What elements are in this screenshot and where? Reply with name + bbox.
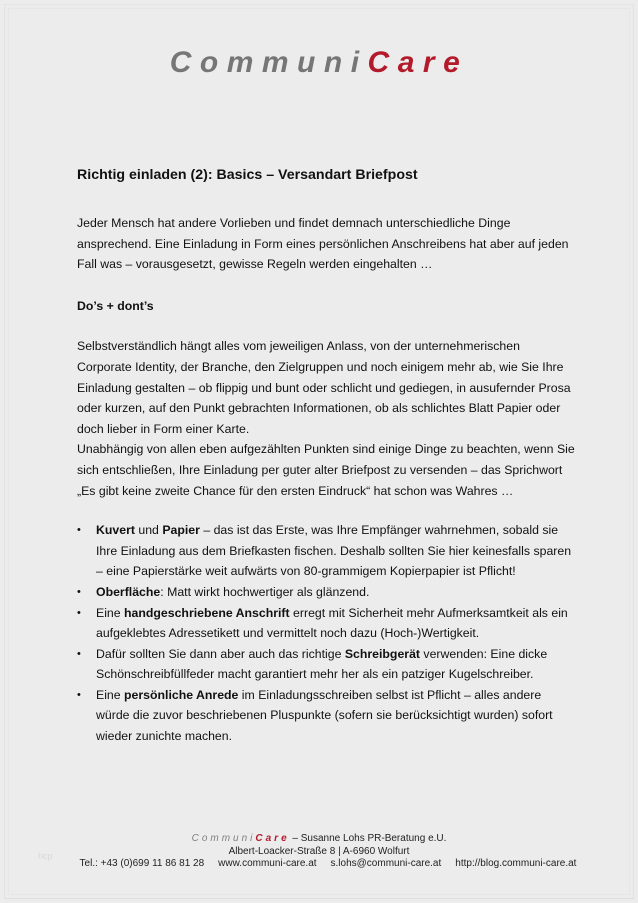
footer-brand-care: Care — [255, 833, 290, 844]
footer-phone: Tel.: +43 (0)699 11 86 81 28 — [79, 858, 205, 870]
bullet-icon: • — [77, 524, 81, 537]
bold-term: Kuvert — [96, 523, 135, 538]
list-text: Eine — [96, 687, 125, 702]
communicare-logo — [0, 46, 638, 80]
watermark-text: hcp — [38, 851, 53, 861]
list-item-oberflaeche — [77, 582, 577, 603]
dos-donts-heading: Do’s + dont’s — [77, 298, 154, 313]
list-item-kuvert-papier — [77, 520, 577, 582]
list-item-schreibgeraet — [77, 644, 577, 685]
list-item-anschrift — [77, 603, 577, 644]
list-item-anrede — [77, 685, 577, 747]
document-body — [77, 165, 577, 747]
logo-part-communi: Communi — [169, 46, 368, 79]
list-text: Eine — [96, 605, 125, 620]
page-footer — [0, 833, 638, 871]
list-text: : Matt wirkt hochwertiger als glänzend. — [160, 584, 370, 599]
footer-website-link[interactable]: www.communi-care.at — [218, 858, 317, 870]
footer-company-name: – Susanne Lohs PR-Beratung e.U. — [289, 833, 447, 844]
logo-part-care: Care — [367, 46, 469, 79]
bold-term: handgeschriebene Anschrift — [124, 605, 290, 620]
bold-term: persönliche Anrede — [124, 687, 239, 702]
intro-paragraph: Jeder Mensch hat andere Vorlieben und findet demnach unterschiedliche Dinge ansprechend. Eine Einladung in Form eines persönlichen Anschreibens hat aber auf jeden Fall was – vorausgesetzt, gewisse Regeln werden eingehalten … — [77, 216, 569, 272]
bold-term: Schreibgerät — [344, 646, 421, 661]
paragraph-context: Selbstverständlich hängt alles vom jeweiligen Anlass, von der unternehmerischen Corporate Identity, der Branche, den Zielgruppen und noch einigem mehr ab, wie Sie Ihre Einladung gestalten – ob flippig und bunt oder schlicht und gediegen, in ausufernder Prosa oder kurzen, auf den Punkt gebrachten Informationen, ob als schlichtes Blatt Papier oder doch lieber in Form einer Karte. — [77, 339, 571, 436]
footer-address: Albert-Loacker-Straße 8 | A-6960 Wolfurt — [228, 845, 410, 857]
list-text: erregt mit Sicherheit mehr Aufmerksamtkeit als ein aufgeklebtes Adressetikett und vermittelt noch dazu (Hoch-)Wertigkeit. — [96, 605, 568, 641]
document-title: Richtig einladen (2): Basics – Versandart Briefpost — [77, 167, 418, 183]
footer-blog-link[interactable]: http://blog.communi-care.at — [455, 858, 577, 870]
bullet-icon: • — [77, 585, 81, 598]
footer-brand-communi: Communi — [191, 833, 256, 844]
bullet-icon: • — [77, 606, 81, 619]
paragraph-proverb: Unabhängig von allen eben aufgezählten Punkten sind einige Dinge zu beachten, wenn Sie sich entschließen, Ihre Einladung per guter alter Briefpost zu versenden – das Sprichwort „Es gibt keine zweite Chance für den ersten Eindruck“ hat schon was Wahres … — [77, 442, 575, 498]
footer-company-line — [0, 833, 638, 846]
list-text: und — [134, 523, 163, 538]
bullet-icon: • — [77, 688, 81, 701]
bullet-icon: • — [77, 647, 81, 660]
bold-term: Oberfläche — [96, 584, 161, 599]
footer-email-link[interactable]: s.lohs@communi-care.at — [330, 858, 442, 870]
list-text: Dafür sollten Sie dann aber auch das richtige — [96, 646, 345, 661]
footer-brand-logo — [192, 833, 290, 844]
bold-term: Papier — [162, 523, 200, 538]
list-text: im Einladungsschreiben selbst ist Pflicht – alles andere würde die zuvor beschriebenen Pluspunkte (sofern sie berücksichtigt wurden) sofort wieder zunichte machen. — [96, 687, 553, 744]
footer-contact-row — [18, 858, 638, 871]
list-text: – das ist das Erste, was Ihre Empfänger wahrnehmen, sobald sie Ihre Einladung aus dem Briefkasten fischen. Deshalb sollten Sie hier keinesfalls sparen – eine Papierstärke weit aufwärts von 80-grammigem Kopierpapier ist Pflicht! — [96, 523, 572, 579]
tips-list — [77, 520, 577, 747]
list-text: verwenden: Eine dicke Schönschreibfüllfeder macht garantiert mehr her als ein patziger Kugelschreiber. — [96, 646, 548, 682]
